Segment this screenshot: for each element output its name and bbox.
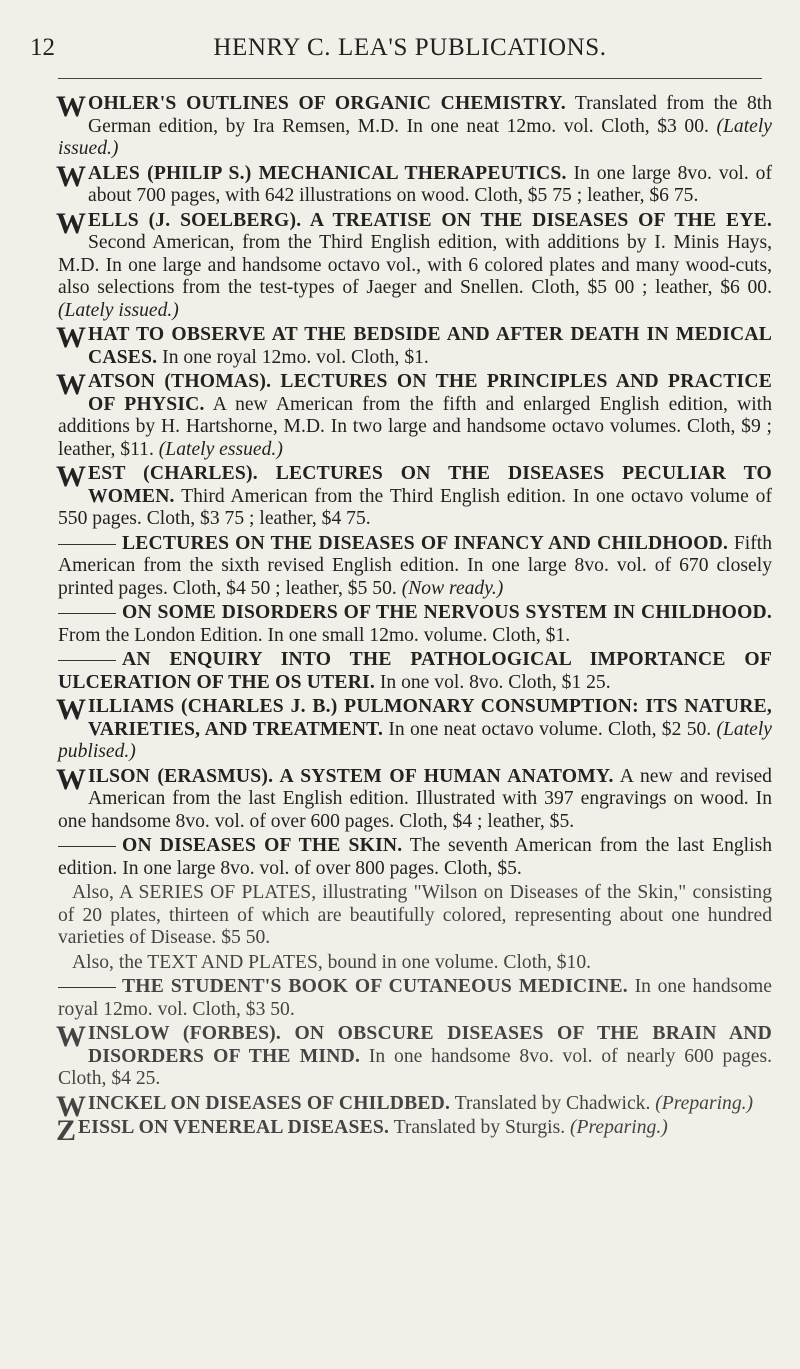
drop-initial: W xyxy=(56,321,86,354)
entry-text: Third American from the Third English edition. In one octavo volume of 550 pages. Cloth, $3 75 ; leather, $4 75. xyxy=(58,485,772,529)
entry-note: (Lately issued.) xyxy=(58,299,179,321)
entry-note: (Lately issued.) xyxy=(58,115,772,159)
catalog-sub-entry xyxy=(58,649,772,694)
catalog-entry xyxy=(56,1089,772,1123)
ditto-rule xyxy=(58,544,116,545)
catalog-entries xyxy=(56,90,772,1147)
catalog-sub-entry xyxy=(58,835,772,880)
catalog-entry xyxy=(56,321,772,369)
page-header xyxy=(30,34,762,79)
catalog-entry xyxy=(56,368,772,461)
entry-heading: ILLIAMS (CHARLES J. B.) PULMONARY CONSUMPTION: ITS NATURE, VARIETIES, AND TREATMENT. xyxy=(88,696,772,740)
drop-initial: W xyxy=(56,159,86,193)
entry-note: (Preparing.) xyxy=(570,1117,668,1138)
entry-heading: OHLER'S OUTLINES OF ORGANIC CHEMISTRY. xyxy=(88,93,566,114)
entry-text: In one large 8vo. vol. of about 700 pages, with 642 illustrations on wood. Cloth, $5 75 ; leather, $6 75. xyxy=(88,162,772,206)
entry-note: (Preparing.) xyxy=(655,1092,754,1114)
drop-initial: W xyxy=(56,1020,86,1053)
drop-initial: W xyxy=(56,206,86,240)
entry-heading: ALES (PHILIP S.) MECHANICAL THERAPEUTICS. xyxy=(88,162,567,184)
entry-heading: ON DISEASES OF THE SKIN. xyxy=(122,835,403,856)
catalog-note: Also, A SERIES OF PLATES, illustrating "Wilson on Diseases of the Skin," consisting of 20 plates, thirteen of which are beautifully colored, representing about one hundred varieties of Disease. $5 50. xyxy=(58,882,772,948)
entry-text: In one handsome 8vo. vol. of nearly 600 pages. Cloth, $4 25. xyxy=(58,1045,772,1089)
page-number: 12 xyxy=(30,34,55,61)
drop-initial: W xyxy=(56,693,86,726)
entry-heading: ATSON (THOMAS). LECTURES ON THE PRINCIPLES AND PRACTICE OF PHYSIC. xyxy=(88,371,772,415)
entry-heading: EISSL ON VENEREAL DISEASES. xyxy=(78,1117,390,1138)
drop-initial: W xyxy=(56,1089,86,1123)
entry-heading: EST (CHARLES). LECTURES ON THE DISEASES PECULIAR TO WOMEN. xyxy=(88,463,772,507)
entry-text: In one neat octavo volume. Cloth, $2 50. xyxy=(383,718,717,740)
entry-note: (Now ready.) xyxy=(401,577,504,599)
ditto-rule xyxy=(58,987,116,988)
ditto-rule xyxy=(58,613,116,614)
entry-text: From the London Edition. In one small 12mo. volume. Cloth, $1. xyxy=(58,624,571,646)
entry-text: A new and revised American from the last English edition. Illustrated with 397 engravings on wood. In one handsome 8vo. vol. of over 600 pages. Cloth, $4 ; leather, $5. xyxy=(58,765,772,832)
entry-heading: INCKEL ON DISEASES OF CHILDBED. xyxy=(88,1092,451,1114)
drop-initial: Z xyxy=(56,1114,77,1147)
entry-note: (Lately publised.) xyxy=(58,718,772,762)
entry-text: The seventh American from the last English edition. In one large 8vo. vol. of over 800 pages. Cloth, $5. xyxy=(58,835,772,879)
entry-text: Fifth American from the sixth revised English edition. In one large 8vo. vol. of 670 closely printed pages. Cloth, $4 50 ; leather, $5 50. xyxy=(58,532,772,599)
entry-text: Translated from the 8th German edition, by Ira Remsen, M.D. In one neat 12mo. vol. Cloth, $3 00. xyxy=(88,93,772,137)
catalog-entry xyxy=(56,762,772,834)
catalog-entry xyxy=(56,206,772,323)
catalog-entry xyxy=(56,693,772,764)
catalog-sub-entry xyxy=(58,976,772,1021)
entry-text: In one royal 12mo. vol. Cloth, $1. xyxy=(157,346,429,368)
entry-heading: HAT TO OBSERVE AT THE BEDSIDE AND AFTER DEATH IN MEDICAL CASES. xyxy=(88,324,772,368)
catalog-sub-entry xyxy=(58,533,772,601)
catalog-entry xyxy=(56,460,772,531)
entry-heading: THE STUDENT'S BOOK OF CUTANEOUS MEDICINE. xyxy=(122,976,628,997)
entry-text: In one vol. 8vo. Cloth, $1 25. xyxy=(374,671,611,693)
drop-initial: W xyxy=(56,90,86,123)
catalog-sub-entry xyxy=(58,602,772,647)
catalog-entry xyxy=(56,1114,772,1147)
ditto-rule xyxy=(58,660,116,661)
drop-initial: W xyxy=(56,460,86,493)
entry-heading: LECTURES ON THE DISEASES OF INFANCY AND CHILDHOOD. xyxy=(122,532,729,554)
running-title: HENRY C. LEA'S PUBLICATIONS. xyxy=(213,34,607,61)
catalog-entry xyxy=(56,90,772,161)
entry-heading: AN ENQUIRY INTO THE PATHOLOGICAL IMPORTANCE OF ULCERATION OF THE OS UTERI. xyxy=(58,649,772,693)
entry-text: Translated by Chadwick. xyxy=(450,1092,656,1114)
entry-text: A new American from the fifth and enlarged English edition, with additions by H. Hartshorne, M.D. In two large and handsome octavo volumes. Cloth, $9 ; leather, $11. xyxy=(58,393,772,460)
entry-heading: ILSON (ERASMUS). A SYSTEM OF HUMAN ANATOMY. xyxy=(88,765,614,787)
entry-heading: ON SOME DISORDERS OF THE NERVOUS SYSTEM IN CHILDHOOD. xyxy=(122,602,772,623)
catalog-entry xyxy=(56,159,772,208)
entry-text: Second American, from the Third English edition, with additions by I. Minis Hays, M.D. In one large and handsome octavo vol., with 6 colored plates and many wood-cuts, also selections from the test-types of Jaeger and Snellen. Cloth, $5 00 ; leather, $6 00. xyxy=(58,232,772,298)
drop-initial: W xyxy=(56,762,86,796)
entry-heading: INSLOW (FORBES). ON OBSCURE DISEASES OF THE BRAIN AND DISORDERS OF THE MIND. xyxy=(88,1023,772,1067)
catalog-entry xyxy=(56,1020,772,1091)
page xyxy=(0,34,800,1369)
catalog-note: Also, the TEXT AND PLATES, bound in one volume. Cloth, $10. xyxy=(72,951,592,973)
ditto-rule xyxy=(58,846,116,847)
entry-text: In one handsome royal 12mo. vol. Cloth, $3 50. xyxy=(58,976,772,1020)
entry-note: (Lately essued.) xyxy=(158,438,283,460)
drop-initial: W xyxy=(56,368,86,401)
entry-heading: ELLS (J. SOELBERG). A TREATISE ON THE DISEASES OF THE EYE. xyxy=(88,209,772,231)
entry-text: Translated by Sturgis. xyxy=(389,1117,570,1138)
